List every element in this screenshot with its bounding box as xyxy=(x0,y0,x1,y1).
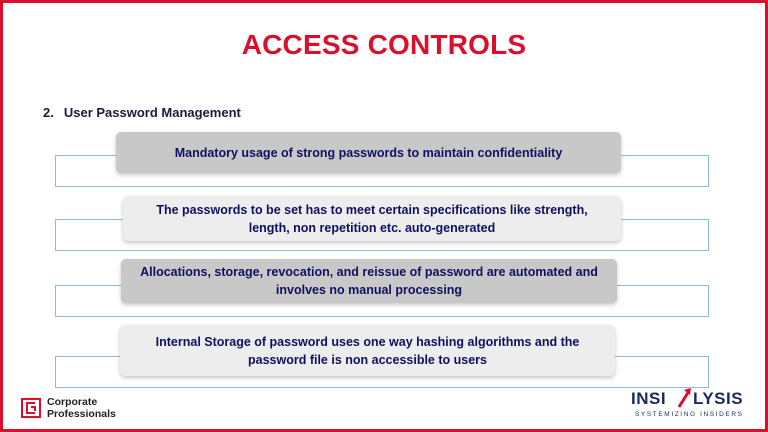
logo-right-part1: INSI xyxy=(631,389,667,408)
section-heading xyxy=(43,105,241,120)
item-box-4: Internal Storage of password uses one way hashing algorithms and the password file is non accessible to users xyxy=(120,325,615,376)
logo-left-line1: Corporate xyxy=(47,396,98,408)
logo-right-tagline: SYSTEMIZING INSIDERS xyxy=(635,411,744,418)
cp-logo-icon xyxy=(21,398,41,418)
logo-right-part2: LYSIS xyxy=(693,389,744,408)
section-label: User Password Management xyxy=(63,105,241,120)
item-box-1: Mandatory usage of strong passwords to maintain confidentiality xyxy=(116,132,621,173)
slide-title: ACCESS CONTROLS xyxy=(241,29,527,60)
insilysis-logo xyxy=(631,387,751,423)
item-box-2: The passwords to be set has to meet certain specifications like strength, length, non repetition etc. auto-generated xyxy=(123,196,621,241)
logo-left-line2: Professionals xyxy=(47,408,116,420)
corporate-professionals-logo xyxy=(21,396,116,420)
item-box-3: Allocations, storage, revocation, and reissue of password are automated and involves no manual processing xyxy=(121,259,617,303)
section-number: 2. xyxy=(43,105,54,120)
